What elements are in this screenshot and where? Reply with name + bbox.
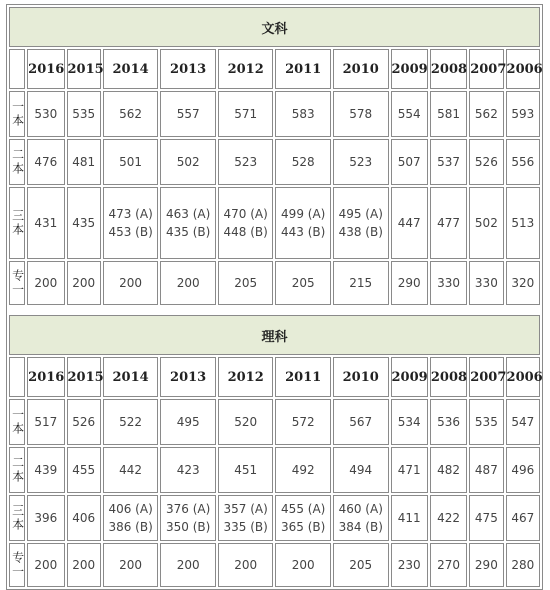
score-cell bbox=[218, 261, 274, 305]
score-value: 477 bbox=[437, 216, 460, 230]
row-label: 二本 bbox=[9, 139, 25, 185]
header-corner-cell bbox=[9, 357, 25, 397]
score-cell bbox=[275, 543, 331, 587]
score-value: 350 (B) bbox=[165, 520, 211, 534]
year-header-cell: 2015 bbox=[67, 49, 101, 89]
score-value: 572 bbox=[291, 415, 315, 429]
score-value: 534 bbox=[397, 415, 421, 429]
year-header-row bbox=[9, 357, 540, 397]
year-header-cell: 2006 bbox=[506, 357, 540, 397]
year-header-cell: 2011 bbox=[275, 49, 331, 89]
row-label: 专一 bbox=[9, 543, 25, 587]
year-header-cell: 2010 bbox=[333, 49, 389, 89]
year-header-cell: 2015 bbox=[67, 357, 101, 397]
score-value: 507 bbox=[397, 155, 421, 169]
score-cell bbox=[67, 187, 101, 259]
score-value: 463 (A) bbox=[165, 207, 211, 221]
score-cell bbox=[103, 261, 159, 305]
score-value: 455 (A) bbox=[281, 502, 326, 516]
score-value: 443 (B) bbox=[281, 225, 326, 239]
section-title-row bbox=[9, 7, 540, 47]
section-title: 文科 bbox=[9, 7, 540, 47]
year-header-cell: 2008 bbox=[430, 357, 467, 397]
score-value: 581 bbox=[437, 107, 460, 121]
score-cell bbox=[333, 399, 389, 445]
score-value: 205 bbox=[291, 276, 315, 290]
score-cell bbox=[506, 495, 540, 541]
score-value: 562 bbox=[474, 107, 498, 121]
table-row bbox=[9, 91, 540, 137]
score-value: 205 bbox=[234, 276, 258, 290]
score-value: 523 bbox=[349, 155, 373, 169]
score-cell bbox=[391, 261, 428, 305]
score-cell bbox=[275, 91, 331, 137]
row-label: 三本 bbox=[9, 495, 25, 541]
score-cell bbox=[469, 261, 503, 305]
row-label: 三本 bbox=[9, 187, 25, 259]
table-row bbox=[9, 139, 540, 185]
score-value: 200 bbox=[176, 558, 200, 572]
score-cell bbox=[469, 399, 503, 445]
score-cell bbox=[430, 399, 467, 445]
score-value: 442 bbox=[119, 463, 143, 477]
table-row bbox=[9, 187, 540, 259]
table-row bbox=[9, 399, 540, 445]
score-value: 593 bbox=[511, 107, 535, 121]
score-cell bbox=[27, 187, 64, 259]
score-value: 205 bbox=[349, 558, 373, 572]
score-value: 496 bbox=[511, 463, 535, 477]
score-value: 431 bbox=[34, 216, 58, 230]
score-value: 547 bbox=[511, 415, 535, 429]
table-row bbox=[9, 261, 540, 305]
table-row bbox=[9, 495, 540, 541]
year-header-cell: 2009 bbox=[391, 49, 428, 89]
score-cell bbox=[103, 447, 159, 493]
score-cell bbox=[333, 91, 389, 137]
score-value: 200 bbox=[234, 558, 258, 572]
year-header-row bbox=[9, 49, 540, 89]
score-value: 447 bbox=[397, 216, 421, 230]
score-cell bbox=[275, 495, 331, 541]
score-cell bbox=[506, 543, 540, 587]
score-value: 384 (B) bbox=[338, 520, 383, 534]
score-cell bbox=[160, 447, 216, 493]
score-cell bbox=[275, 447, 331, 493]
score-value: 502 bbox=[176, 155, 200, 169]
score-cell bbox=[160, 187, 216, 259]
score-value: 523 bbox=[234, 155, 258, 169]
score-cell bbox=[103, 91, 159, 137]
score-value: 439 bbox=[34, 463, 58, 477]
score-cell bbox=[27, 447, 64, 493]
score-value: 502 bbox=[474, 216, 498, 230]
score-value: 422 bbox=[437, 511, 460, 525]
score-cell bbox=[218, 495, 274, 541]
score-value: 562 bbox=[119, 107, 143, 121]
admission-score-table bbox=[6, 4, 543, 590]
score-cell bbox=[218, 91, 274, 137]
score-cell bbox=[391, 543, 428, 587]
score-value: 495 bbox=[176, 415, 200, 429]
score-value: 487 bbox=[474, 463, 498, 477]
score-cell bbox=[333, 187, 389, 259]
score-value: 571 bbox=[234, 107, 258, 121]
score-cell bbox=[506, 261, 540, 305]
score-cell bbox=[506, 447, 540, 493]
year-header-cell: 2016 bbox=[27, 357, 64, 397]
header-corner-cell bbox=[9, 49, 25, 89]
score-value: 200 bbox=[72, 558, 96, 572]
score-value: 513 bbox=[511, 216, 535, 230]
score-value: 200 bbox=[34, 558, 58, 572]
score-value: 330 bbox=[437, 276, 460, 290]
score-value: 200 bbox=[119, 558, 143, 572]
score-value: 522 bbox=[119, 415, 143, 429]
score-value: 230 bbox=[397, 558, 421, 572]
score-cell bbox=[275, 399, 331, 445]
score-value: 448 (B) bbox=[223, 225, 268, 239]
year-header-cell: 2006 bbox=[506, 49, 540, 89]
score-value: 517 bbox=[34, 415, 58, 429]
score-cell bbox=[275, 139, 331, 185]
score-cell bbox=[275, 261, 331, 305]
score-value: 200 bbox=[119, 276, 143, 290]
score-value: 567 bbox=[349, 415, 373, 429]
year-header-cell: 2010 bbox=[333, 357, 389, 397]
score-cell bbox=[103, 187, 159, 259]
score-value: 501 bbox=[119, 155, 143, 169]
score-value: 290 bbox=[397, 276, 421, 290]
score-cell bbox=[391, 447, 428, 493]
year-header-cell: 2016 bbox=[27, 49, 64, 89]
table-body bbox=[9, 7, 543, 587]
year-header-cell: 2013 bbox=[160, 49, 216, 89]
score-cell bbox=[333, 543, 389, 587]
score-cell bbox=[430, 187, 467, 259]
score-value: 455 bbox=[72, 463, 96, 477]
score-cell bbox=[469, 543, 503, 587]
score-value: 471 bbox=[397, 463, 421, 477]
year-header-cell: 2007 bbox=[469, 357, 503, 397]
score-value: 583 bbox=[291, 107, 315, 121]
score-cell bbox=[160, 91, 216, 137]
score-cell bbox=[27, 543, 64, 587]
score-cell bbox=[469, 139, 503, 185]
score-value: 482 bbox=[437, 463, 460, 477]
score-value: 335 (B) bbox=[223, 520, 268, 534]
score-value: 270 bbox=[437, 558, 460, 572]
row-label: 一本 bbox=[9, 399, 25, 445]
score-value: 200 bbox=[34, 276, 58, 290]
score-cell bbox=[67, 139, 101, 185]
score-value: 460 (A) bbox=[338, 502, 383, 516]
row-label: 二本 bbox=[9, 447, 25, 493]
score-cell bbox=[27, 495, 64, 541]
table-row bbox=[9, 543, 540, 587]
score-value: 376 (A) bbox=[165, 502, 211, 516]
score-value: 200 bbox=[291, 558, 315, 572]
year-header-cell: 2007 bbox=[469, 49, 503, 89]
score-cell bbox=[103, 399, 159, 445]
score-cell bbox=[218, 187, 274, 259]
score-value: 451 bbox=[234, 463, 258, 477]
score-value: 290 bbox=[474, 558, 498, 572]
score-cell bbox=[469, 447, 503, 493]
score-cell bbox=[469, 187, 503, 259]
score-value: 495 (A) bbox=[338, 207, 383, 221]
score-cell bbox=[160, 399, 216, 445]
score-cell bbox=[218, 543, 274, 587]
score-cell bbox=[27, 139, 64, 185]
year-header-cell: 2008 bbox=[430, 49, 467, 89]
score-value: 537 bbox=[437, 155, 460, 169]
row-label: 专一 bbox=[9, 261, 25, 305]
score-table-container bbox=[6, 4, 543, 590]
score-cell bbox=[218, 447, 274, 493]
score-value: 557 bbox=[176, 107, 200, 121]
year-header-cell: 2012 bbox=[218, 357, 274, 397]
score-cell bbox=[333, 447, 389, 493]
score-value: 365 (B) bbox=[281, 520, 326, 534]
score-value: 386 (B) bbox=[108, 520, 153, 534]
score-value: 530 bbox=[34, 107, 58, 121]
score-value: 406 (A) bbox=[108, 502, 153, 516]
score-cell bbox=[430, 139, 467, 185]
section-spacer-cell bbox=[9, 307, 540, 313]
score-value: 396 bbox=[34, 511, 58, 525]
score-cell bbox=[506, 91, 540, 137]
score-cell bbox=[103, 139, 159, 185]
score-value: 535 bbox=[474, 415, 498, 429]
score-value: 200 bbox=[72, 276, 96, 290]
year-header-cell: 2014 bbox=[103, 357, 159, 397]
score-value: 470 (A) bbox=[223, 207, 268, 221]
score-cell bbox=[103, 543, 159, 587]
score-value: 475 bbox=[474, 511, 498, 525]
score-value: 411 bbox=[397, 511, 421, 525]
section-spacer bbox=[9, 307, 540, 313]
row-label: 一本 bbox=[9, 91, 25, 137]
score-cell bbox=[160, 261, 216, 305]
score-value: 467 bbox=[511, 511, 535, 525]
score-value: 554 bbox=[397, 107, 421, 121]
section-title: 理科 bbox=[9, 315, 540, 355]
score-value: 435 (B) bbox=[165, 225, 211, 239]
score-cell bbox=[430, 543, 467, 587]
score-value: 526 bbox=[72, 415, 96, 429]
score-value: 200 bbox=[176, 276, 200, 290]
score-cell bbox=[160, 495, 216, 541]
score-value: 406 bbox=[72, 511, 96, 525]
score-cell bbox=[67, 91, 101, 137]
score-value: 494 bbox=[349, 463, 373, 477]
score-value: 330 bbox=[474, 276, 498, 290]
score-value: 526 bbox=[474, 155, 498, 169]
score-cell bbox=[469, 495, 503, 541]
score-value: 476 bbox=[34, 155, 58, 169]
score-cell bbox=[506, 399, 540, 445]
score-cell bbox=[67, 399, 101, 445]
score-value: 528 bbox=[291, 155, 315, 169]
score-value: 320 bbox=[511, 276, 535, 290]
year-header-cell: 2009 bbox=[391, 357, 428, 397]
score-value: 215 bbox=[349, 276, 373, 290]
score-value: 481 bbox=[72, 155, 96, 169]
score-cell bbox=[275, 187, 331, 259]
score-cell bbox=[67, 261, 101, 305]
score-value: 423 bbox=[176, 463, 200, 477]
score-value: 536 bbox=[437, 415, 460, 429]
score-cell bbox=[333, 261, 389, 305]
year-header-cell: 2012 bbox=[218, 49, 274, 89]
score-cell bbox=[469, 91, 503, 137]
score-value: 435 bbox=[72, 216, 96, 230]
score-cell bbox=[391, 91, 428, 137]
score-cell bbox=[391, 495, 428, 541]
score-cell bbox=[333, 495, 389, 541]
score-value: 438 (B) bbox=[338, 225, 383, 239]
score-cell bbox=[160, 139, 216, 185]
year-header-cell: 2014 bbox=[103, 49, 159, 89]
table-row bbox=[9, 447, 540, 493]
score-value: 357 (A) bbox=[223, 502, 268, 516]
score-cell bbox=[391, 399, 428, 445]
score-cell bbox=[27, 91, 64, 137]
score-value: 556 bbox=[511, 155, 535, 169]
score-cell bbox=[67, 495, 101, 541]
score-value: 473 (A) bbox=[108, 207, 153, 221]
score-cell bbox=[27, 261, 64, 305]
score-cell bbox=[430, 91, 467, 137]
score-cell bbox=[391, 139, 428, 185]
score-cell bbox=[160, 543, 216, 587]
score-cell bbox=[506, 139, 540, 185]
score-value: 280 bbox=[511, 558, 535, 572]
score-value: 535 bbox=[72, 107, 96, 121]
score-cell bbox=[67, 543, 101, 587]
score-cell bbox=[430, 261, 467, 305]
score-cell bbox=[67, 447, 101, 493]
year-header-cell: 2011 bbox=[275, 357, 331, 397]
year-header-cell: 2013 bbox=[160, 357, 216, 397]
score-cell bbox=[430, 495, 467, 541]
section-title-row bbox=[9, 315, 540, 355]
score-cell bbox=[218, 139, 274, 185]
score-cell bbox=[430, 447, 467, 493]
score-value: 492 bbox=[291, 463, 315, 477]
score-cell bbox=[333, 139, 389, 185]
score-value: 520 bbox=[234, 415, 258, 429]
score-cell bbox=[27, 399, 64, 445]
score-value: 453 (B) bbox=[108, 225, 153, 239]
score-value: 499 (A) bbox=[281, 207, 326, 221]
score-cell bbox=[391, 187, 428, 259]
score-cell bbox=[103, 495, 159, 541]
score-cell bbox=[506, 187, 540, 259]
score-cell bbox=[218, 399, 274, 445]
score-value: 578 bbox=[349, 107, 373, 121]
